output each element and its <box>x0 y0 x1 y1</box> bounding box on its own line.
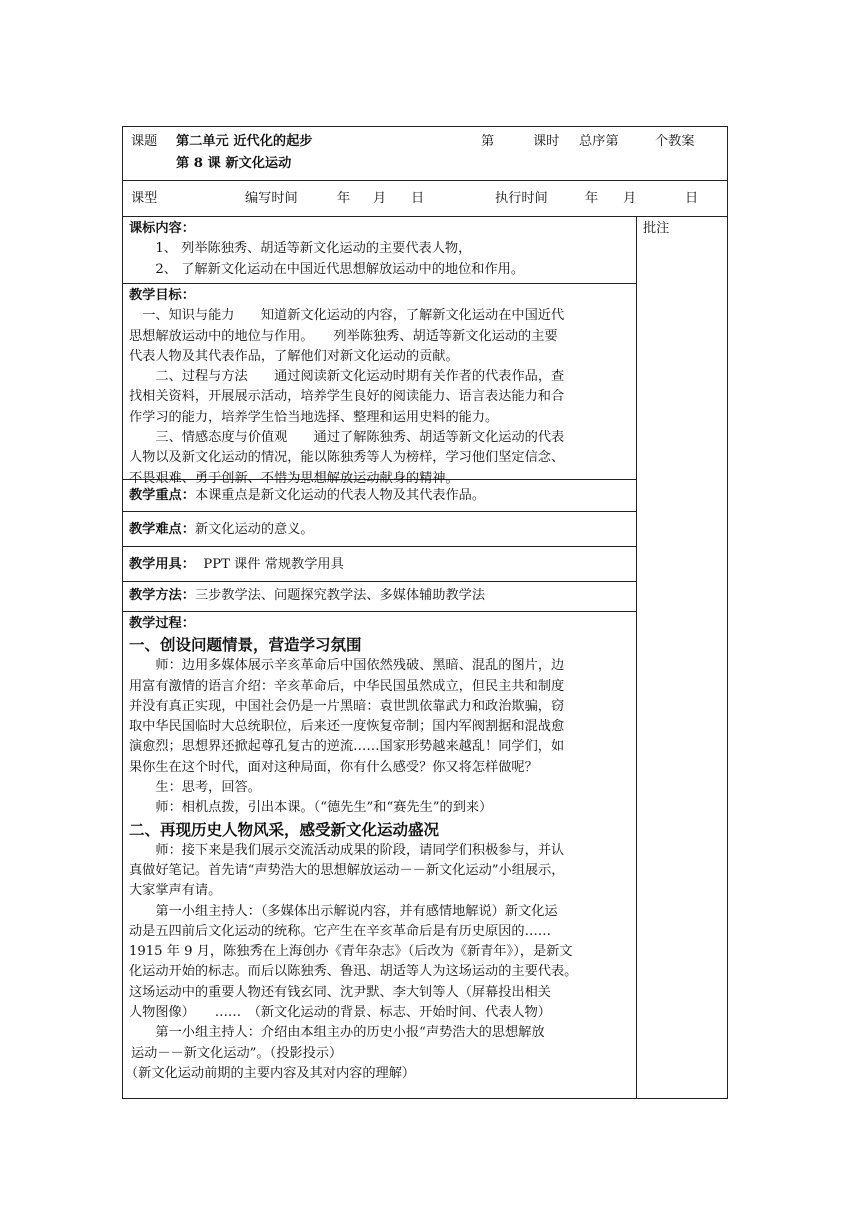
tools-text: PPT 课件 常规教学用具 <box>203 557 344 572</box>
difficulty-text: 新文化运动的意义。 <box>194 522 314 537</box>
process-line: 师：接下来是我们展示交流活动成果的阶段，请同学们积极参与，并认 <box>155 842 565 858</box>
standard-section <box>123 217 636 284</box>
objective-line: 代表人物及其代表作品，了解他们对新文化运动的贡献。 <box>129 348 459 364</box>
process-label: 教学过程： <box>129 616 195 631</box>
key-point-label: 教学重点： <box>129 488 195 503</box>
exec-month: 月 <box>623 191 637 206</box>
objective-line: 作学习的能力，培养学生恰当地选择、整理和运用史料的能力。 <box>129 409 499 425</box>
objectives-label: 教学目标： <box>129 288 195 303</box>
notes-column <box>637 217 727 1098</box>
objective-line: 一、知识与能力 知道新文化运动的内容，了解新文化运动在中国近代 <box>142 308 565 324</box>
lesson-plan-table <box>122 126 728 1099</box>
process-line: 第一小组主持人：（多媒体出示解说内容，并有感情地解说）新文化运 <box>155 903 558 919</box>
objective-line: 人物以及新文化运动的情况，能以陈独秀等人为榜样，学习他们坚定信念、 <box>129 450 565 466</box>
period-label: 第 <box>481 134 495 149</box>
process-line: 取中华民国临时大总统职位，后来还一度恢复帝制；国内军阀割据和混战愈 <box>129 719 565 735</box>
process-section <box>123 612 636 1098</box>
process-line: 化运动开始的标志。而后以陈独秀、鲁迅、胡适等人为这场运动的主要代表。 <box>129 964 578 980</box>
standard-item: 2、 了解新文化运动在中国近代思想解放运动中的地位和作用。 <box>155 261 525 277</box>
exec-day: 日 <box>685 191 699 206</box>
notes-label: 批注 <box>643 221 670 236</box>
process-line: 动是五四前后文化运动的统称。它产生在辛亥革命后是有历史原因的…… <box>129 923 551 939</box>
order-label: 总序第 <box>579 134 619 149</box>
process-line: （新文化运动前期的主要内容及其对内容的理解） <box>125 1065 416 1081</box>
process-line: 这场运动中的重要人物还有钱玄同、沈尹默、李大钊等人（屏幕投出相关 <box>129 984 551 1000</box>
methods-section <box>123 582 636 612</box>
process-line: 第一小组主持人：介绍由本组主办的历史小报“声势浩大的思想解放 <box>155 1025 545 1041</box>
exec-year: 年 <box>585 191 599 206</box>
exec-time-label: 执行时间 <box>495 191 548 206</box>
lesson-title: 第 8 课 新文化运动 <box>176 156 292 171</box>
process-line: 人物图像） …… （新文化运动的背景、标志、开始时间、代表人物） <box>129 1005 551 1021</box>
tools-section <box>123 547 636 582</box>
process-line: 用富有激情的语言介绍：辛亥革命后，中华民国虽然成立，但民主共和制度 <box>129 678 565 694</box>
objective-line: 不畏艰难、勇于创新、不惜为思想解放运动献身的精神。 <box>129 470 459 486</box>
process-line: 果你生在这个时代，面对这种局面，你有什么感受？你又将怎样做呢？ <box>129 759 538 775</box>
key-point-text: 本课重点是新文化运动的代表人物及其代表作品。 <box>194 488 486 503</box>
methods-label: 教学方法： <box>129 588 195 603</box>
process-line: 运动－－新文化运动”。（投影投示） <box>131 1045 343 1061</box>
process-line: 大家掌声有请。 <box>129 883 222 899</box>
write-year: 年 <box>337 191 351 206</box>
course-label: 课题 <box>131 134 158 149</box>
process-line: 演愈烈；思想界还掀起尊孔复古的逆流……国家形势越来越乱！同学们，如 <box>129 739 565 755</box>
content-column <box>123 217 637 1098</box>
unit-title: 第二单元 近代化的起步 <box>176 134 313 149</box>
order-unit: 个教案 <box>655 134 695 149</box>
write-month: 月 <box>373 191 387 206</box>
write-time-label: 编写时间 <box>245 191 298 206</box>
standard-label: 课标内容： <box>129 221 195 236</box>
section1-title: 一、创设问题情景，营造学习氛围 <box>129 636 362 655</box>
standard-item: 1、 列举陈独秀、胡适等新文化运动的主要代表人物， <box>155 241 472 257</box>
tools-label: 教学用具： <box>129 557 195 572</box>
process-line: 并没有真正实现，中国社会仍是一片黑暗：袁世凯依靠武力和政治欺骗，窃 <box>129 698 565 714</box>
objective-line: 找相关资料，开展展示活动，培养学生良好的阅读能力、语言表达能力和合 <box>129 389 565 405</box>
methods-text: 三步教学法、问题探究教学法、多媒体辅助教学法 <box>194 588 486 603</box>
process-line: 师：边用多媒体展示辛亥革命后中国依然残破、黑暗、混乱的图片，边 <box>155 658 565 674</box>
objective-line: 三、情感态度与价值观 通过了解陈独秀、胡适等新文化运动的代表 <box>155 430 565 446</box>
title-row <box>123 127 727 181</box>
objective-line: 二、过程与方法 通过阅读新文化运动时期有关作者的代表作品，查 <box>155 369 565 385</box>
section2-title: 二、再现历史人物风采，感受新文化运动盛况 <box>129 820 440 839</box>
process-line: 1915 年 9 月，陈独秀在上海创办《青年杂志》（后改为《新青年》），是新文 <box>129 944 573 960</box>
difficulty-label: 教学难点： <box>129 522 195 537</box>
process-line: 真做好笔记。首先请“声势浩大的思想解放运动－－新文化运动”小组展示， <box>129 862 565 878</box>
difficulty-section <box>123 512 636 547</box>
objective-line: 思想解放运动中的地位与作用。 列举陈独秀、胡适等新文化运动的主要 <box>129 328 558 344</box>
process-line: 师：相机点拨，引出本课。（“德先生”和“赛先生”的到来） <box>155 800 493 816</box>
write-day: 日 <box>411 191 425 206</box>
type-row <box>123 181 727 217</box>
type-label: 课型 <box>131 191 158 206</box>
period-unit: 课时 <box>533 134 560 149</box>
objectives-section <box>123 284 636 486</box>
process-line: 生：思考，回答。 <box>155 780 261 796</box>
body-row <box>123 217 727 1098</box>
